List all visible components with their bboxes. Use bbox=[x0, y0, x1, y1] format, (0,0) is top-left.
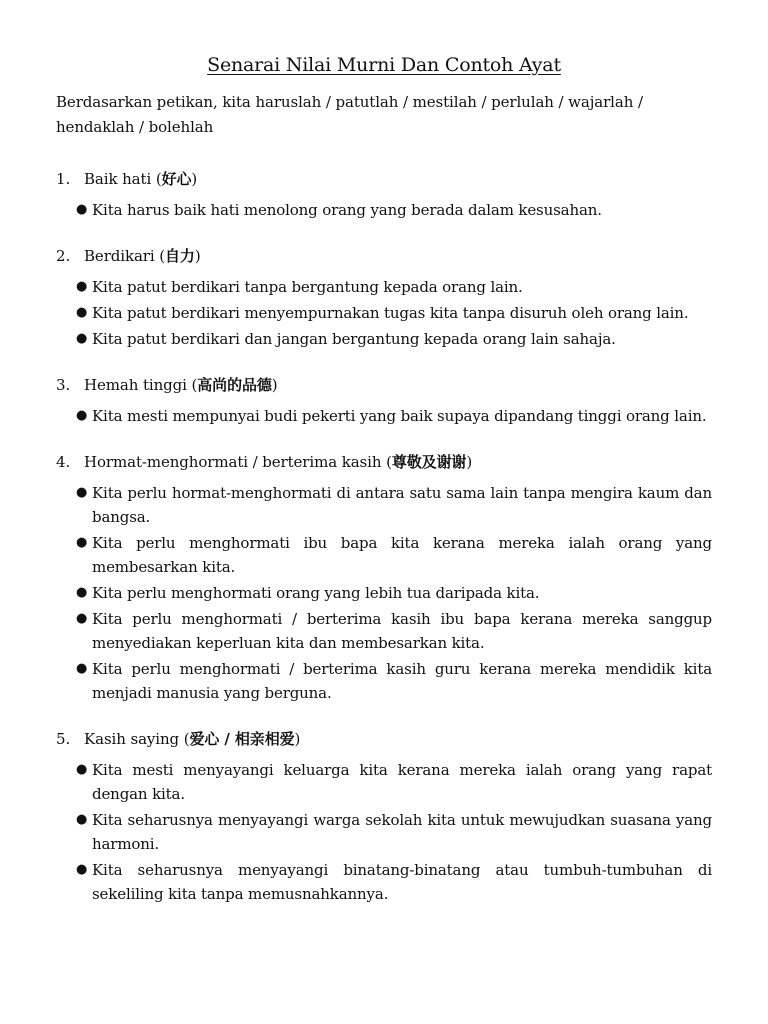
example-sentence: Kita harus baik hati menolong orang yang berada dalam kesusahan. bbox=[92, 201, 602, 219]
bullet-icon: ● bbox=[76, 408, 88, 423]
bullet-icon: ● bbox=[76, 862, 88, 877]
example-list bbox=[56, 198, 712, 222]
list-item bbox=[56, 657, 712, 705]
example-list bbox=[56, 275, 712, 351]
example-sentence: Kita seharusnya menyayangi binatang-binatang atau tumbuh-tumbuhan di sekeliling kita tanpa memusnahkannya. bbox=[92, 861, 712, 903]
section-name: Kasih saying bbox=[84, 730, 180, 748]
bullet-icon: ● bbox=[76, 485, 88, 500]
section-kasih-saying bbox=[56, 727, 712, 906]
example-sentence: Kita seharusnya menyayangi warga sekolah kita untuk mewujudkan suasana yang harmoni. bbox=[92, 811, 712, 853]
intro-paragraph: Berdasarkan petikan, kita haruslah / patutlah / mestilah / perlulah / wajarlah / hendaklah / bolehlah bbox=[56, 93, 643, 136]
section-hormat-menghormati bbox=[56, 450, 712, 705]
example-sentence: Kita perlu menghormati orang yang lebih tua daripada kita. bbox=[92, 584, 540, 602]
section-baik-hati bbox=[56, 167, 712, 222]
bullet-icon: ● bbox=[76, 279, 88, 294]
example-sentence: Kita perlu menghormati / berterima kasih ibu bapa kerana mereka sanggup menyediakan keperluan kita dan membesarkan kita. bbox=[92, 610, 712, 652]
section-chinese: 自力 bbox=[165, 247, 195, 265]
bullet-icon: ● bbox=[76, 535, 88, 550]
example-list bbox=[56, 758, 712, 906]
section-chinese: 好心 bbox=[161, 170, 192, 188]
list-item bbox=[56, 481, 712, 529]
bullet-icon: ● bbox=[76, 585, 88, 600]
section-name: Berdikari bbox=[84, 247, 155, 265]
section-name: Hormat-menghormati / berterima kasih bbox=[84, 453, 382, 471]
list-item bbox=[56, 607, 712, 655]
example-sentence: Kita patut berdikari tanpa bergantung kepada orang lain. bbox=[92, 278, 523, 296]
bullet-icon: ● bbox=[76, 202, 88, 217]
section-number: 3. bbox=[56, 376, 71, 394]
bullet-icon: ● bbox=[76, 331, 88, 346]
section-name: Hemah tinggi bbox=[84, 376, 187, 394]
section-heading: 1. Baik hati (好心) bbox=[56, 167, 712, 192]
example-sentence: Kita perlu menghormati ibu bapa kita kerana mereka ialah orang yang membesarkan kita. bbox=[92, 534, 712, 576]
list-item bbox=[56, 275, 712, 299]
example-sentence: Kita perlu menghormati / berterima kasih guru kerana mereka mendidik kita menjadi manusia yang berguna. bbox=[92, 660, 712, 702]
bullet-icon: ● bbox=[76, 661, 88, 676]
list-item bbox=[56, 858, 712, 906]
section-heading: 3. Hemah tinggi (高尚的品德) bbox=[56, 373, 712, 398]
section-number: 1. bbox=[56, 170, 71, 188]
list-item bbox=[56, 198, 712, 222]
list-item bbox=[56, 581, 712, 605]
section-heading: 2. Berdikari (自力) bbox=[56, 244, 712, 269]
list-item bbox=[56, 404, 712, 428]
example-sentence: Kita patut berdikari dan jangan bergantung kepada orang lain sahaja. bbox=[92, 330, 616, 348]
section-name: Baik hati bbox=[84, 170, 152, 188]
section-number: 4. bbox=[56, 453, 71, 471]
example-sentence: Kita mesti menyayangi keluarga kita kerana mereka ialah orang yang rapat dengan kita. bbox=[92, 761, 712, 803]
example-sentence: Kita perlu hormat-menghormati di antara satu sama lain tanpa mengira kaum dan bangsa. bbox=[92, 484, 712, 526]
section-number: 5. bbox=[56, 730, 71, 748]
list-item bbox=[56, 301, 712, 325]
section-berdikari bbox=[56, 244, 712, 351]
example-sentence: Kita patut berdikari menyempurnakan tugas kita tanpa disuruh oleh orang lain. bbox=[92, 304, 689, 322]
example-sentence: Kita mesti mempunyai budi pekerti yang baik supaya dipandang tinggi orang lain. bbox=[92, 407, 707, 425]
example-list bbox=[56, 481, 712, 705]
section-chinese: 尊敬及谢谢 bbox=[391, 453, 467, 471]
section-hemah-tinggi bbox=[56, 373, 712, 428]
bullet-icon: ● bbox=[76, 812, 88, 827]
bullet-icon: ● bbox=[76, 762, 88, 777]
document-title: Senarai Nilai Murni Dan Contoh Ayat bbox=[207, 54, 561, 76]
bullet-icon: ● bbox=[76, 611, 88, 626]
section-number: 2. bbox=[56, 247, 71, 265]
section-chinese: 高尚的品德 bbox=[197, 376, 272, 394]
list-item bbox=[56, 808, 712, 856]
list-item bbox=[56, 758, 712, 806]
section-chinese: 爱心 / 相亲相爱 bbox=[189, 730, 295, 748]
section-heading: 4. Hormat-menghormati / berterima kasih (尊敬及谢谢) bbox=[56, 450, 712, 475]
bullet-icon: ● bbox=[76, 305, 88, 320]
section-heading: 5. Kasih saying (爱心 / 相亲相爱) bbox=[56, 727, 712, 752]
example-list bbox=[56, 404, 712, 428]
list-item bbox=[56, 531, 712, 579]
list-item bbox=[56, 327, 712, 351]
